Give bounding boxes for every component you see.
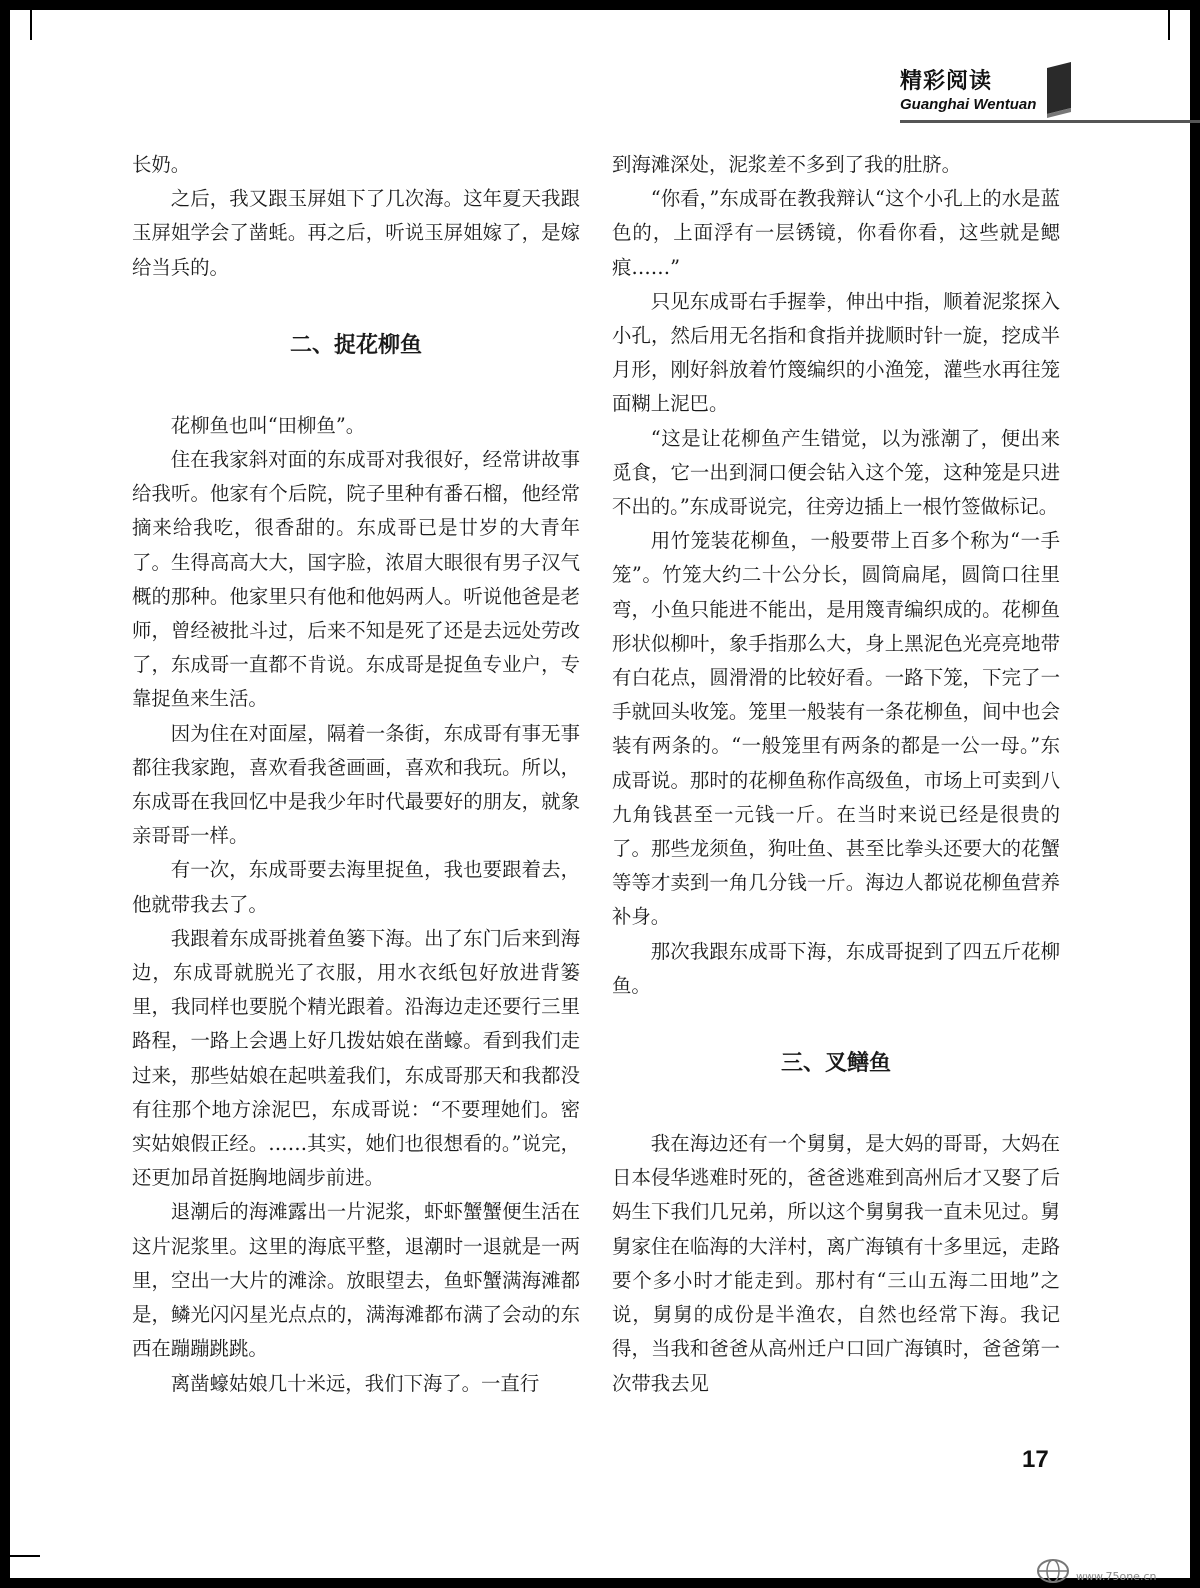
watermark: [1030, 1552, 1200, 1588]
header-rule: [900, 120, 1200, 123]
left-column: [132, 148, 580, 1401]
crop-mark-right: [1190, 0, 1200, 1588]
paragraph: 到海滩深处，泥浆差不多到了我的肚脐。: [612, 153, 962, 176]
crop-mark-tl: [30, 10, 32, 40]
header-subtitle: Guanghai Wentuan: [900, 96, 1037, 113]
page-number: 17: [1022, 1446, 1049, 1473]
paragraph: 花柳鱼也叫“田柳鱼”。: [170, 413, 366, 437]
paragraph: 我跟着东成哥挑着鱼篓下海。出了东门后来到海边，东成哥就脱光了衣服，用水衣纸包好放进背篓里，我同样也要脱个精光跟着。沿海边走还要行三里路程，一路上会遇上好几拨姑娘在凿蠔。看到我们走过来，那些姑娘在起哄羞我们，东成哥那天和我都没有往那个地方涂泥巴，东成哥说：“不要理她们。密实姑娘假正经。……其实，她们也很想看的。”说完，还更加昂首挺胸地阔步前进。: [132, 926, 580, 1190]
paragraph: “这是让花柳鱼产生错觉，以为涨潮了，便出来觅食，它一出到洞口便会钻入这个笼，这种笼是只进不出的。”东成哥说完，往旁边插上一根竹签做标记。: [612, 426, 1060, 519]
crop-mark-top-left-h: [0, 0, 10, 1588]
paragraph: 那次我跟东成哥下海，东成哥捉到了四五斤花柳鱼。: [612, 939, 1060, 997]
header-title: 精彩阅读: [900, 69, 993, 94]
paragraph: 因为住在对面屋，隔着一条街，东成哥有事无事都往我家跑，喜欢看我爸画画，喜欢和我玩。所以，东成哥在我回忆中是我少年时代最要好的朋友，就象亲哥哥一样。: [132, 721, 580, 848]
paragraph: 退潮后的海滩露出一片泥浆，虾虾蟹蟹便生活在这片泥浆里。这里的海底平整，退潮时一退就是一两里，空出一大片的滩涂。放眼望去，鱼虾蟹满海滩都是，鳞光闪闪星光点点的，满海滩都布满了会动的东西在蹦蹦跳跳。: [132, 1200, 580, 1361]
section-heading: 三、叉鳝鱼: [780, 1051, 891, 1077]
paragraph: 住在我家斜对面的东成哥对我很好，经常讲故事给我听。他家有个后院，院子里种有番石榴，他经常摘来给我吃，很香甜的。东成哥已是廿岁的大青年了。生得高高大大，国字脸，浓眉大眼很有男子汉气概的那种。他家里只有他和他妈两人。听说他爸是老师，曾经被批斗过，后来不知是死了还是去远处劳改了，东成哥一直都不肯说。东成哥是捉鱼专业户，专靠捉鱼来生活。: [132, 448, 580, 711]
paragraph: 离凿蠔姑娘几十米远，我们下海了。一直行: [170, 1371, 540, 1395]
watermark-url: www.75one.cn: [1076, 1570, 1157, 1583]
running-header: [900, 62, 1200, 132]
crop-mark-tr: [1168, 10, 1170, 40]
paragraph: 我在海边还有一个舅舅，是大妈的哥哥，大妈在日本侵华逃难时死的，爸爸逃难到高州后才又娶了后妈生下我们几兄弟，所以这个舅舅我一直未见过。舅舅家住在临海的大洋村，离广海镇有十多里远，走路要个多小时才能走到。那村有“三山五海二田地”之说，舅舅的成份是半渔农，自然也经常下海。我记得，当我和爸爸从高州迁户口回广海镇时，爸爸第一次带我去见: [612, 1132, 1060, 1395]
book-icon: [1045, 62, 1073, 118]
paragraph: 只见东成哥右手握拳，伸出中指，顺着泥浆探入小孔，然后用无名指和食指并拢顺时针一旋，挖成半月形，刚好斜放着竹篾编织的小渔笼，灌些水再往笼面糊上泥巴。: [612, 289, 1060, 416]
paragraph: 用竹笼装花柳鱼，一般要带上百多个称为“一手笼”。竹笼大约二十公分长，圆筒扁尾，圆筒口往里弯，小鱼只能进不能出，是用篾青编织成的。花柳鱼形状似柳叶，象手指那么大，身上黑泥色光亮亮地带有白花点，圆滑滑的比较好看。一路下笼，下完了一手就回头收笼。笼里一般装有一条花柳鱼，间中也会装有两条的。“一般笼里有两条的都是一公一母。”东成哥说。那时的花柳鱼称作高级鱼，市场上可卖到八九角钱甚至一元钱一斤。在当时来说已经是很贵的了。那些龙须鱼，狗吐鱼、甚至比拳头还要大的花蟹等等才卖到一角几分钱一斤。海边人都说花柳鱼营养补身。: [612, 529, 1060, 929]
crop-mark-bl: [10, 1555, 40, 1557]
crop-mark-top-h: [0, 0, 1200, 10]
paragraph: “你看，”东成哥在教我辩认“这个小孔上的水是蓝色的，上面浮有一层锈镜，你看你看，这些就是鳃痕……”: [612, 187, 1060, 279]
right-column: [612, 148, 1060, 1401]
paragraph: 长奶。: [132, 153, 191, 176]
globe-icon: [1036, 1554, 1070, 1584]
paragraph: 之后，我又跟玉屏姐下了几次海。这年夏天我跟玉屏姐学会了凿蚝。再之后，听说玉屏姐嫁了，是嫁给当兵的。: [132, 187, 580, 279]
paragraph: 有一次，东成哥要去海里捉鱼，我也要跟着去，他就带我去了。: [132, 858, 580, 916]
crop-mark-bottom: [0, 1578, 1200, 1588]
section-heading: 二、捉花柳鱼: [289, 332, 422, 358]
